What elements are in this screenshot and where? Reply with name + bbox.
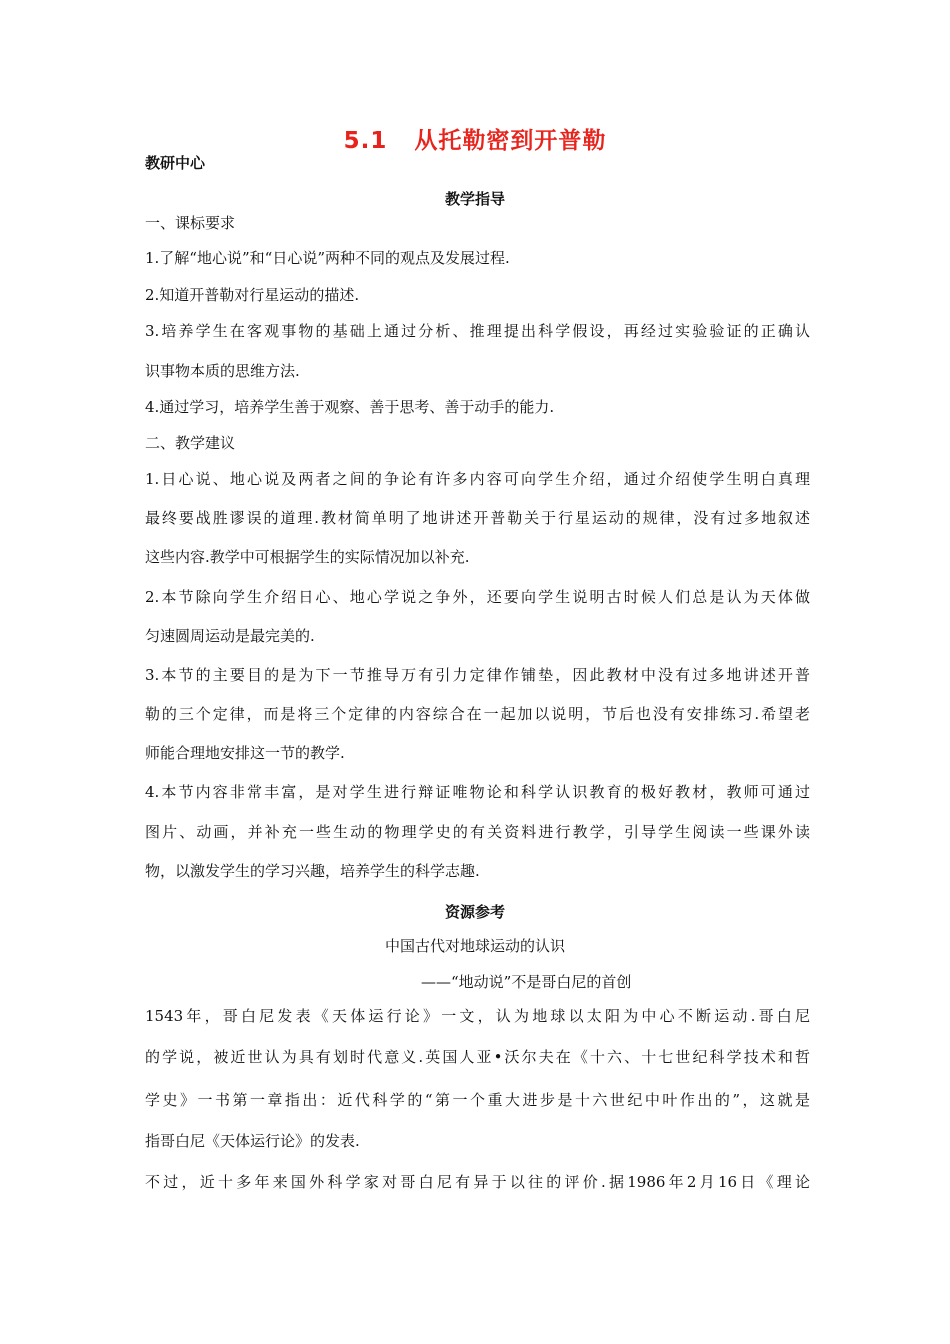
section-heading-resources: 资源参考 xyxy=(444,903,505,921)
article-line: 不过，近十多年来国外科学家对哥白尼有异于以往的评价.据1986年2月16日《理论 xyxy=(145,1173,810,1191)
part1-heading: 一、课标要求 xyxy=(145,214,236,232)
suggestion-line: 师能合理地安排这一节的教学. xyxy=(145,744,345,762)
suggestion-line: 物，以激发学生的学习兴趣，培养学生的科学志趣. xyxy=(145,862,480,880)
suggestion-line: 1.日心说、地心说及两者之间的争论有许多内容可向学生介绍，通过介绍使学生明白真理 xyxy=(145,470,810,488)
article-line: 指哥白尼《天体运行论》的发表. xyxy=(145,1132,360,1150)
section-heading-guide: 教学指导 xyxy=(444,190,505,208)
suggestion-line: 最终要战胜谬误的道理.教材简单明了地讲述开普勒关于行星运动的规律，没有过多地叙述 xyxy=(145,509,810,527)
article-title: 中国古代对地球运动的认识 xyxy=(384,937,565,955)
article-line: 学史》一书第一章指出：近代科学的“第一个重大进步是十六世纪中叶作出的”，这就是 xyxy=(145,1091,810,1109)
part2-heading: 二、教学建议 xyxy=(145,434,236,452)
suggestion-line: 3.本节的主要目的是为下一节推导万有引力定律作铺垫，因此教材中没有过多地讲述开普 xyxy=(145,666,810,684)
standard-line: 3.培养学生在客观事物的基础上通过分析、推理提出科学假设，再经过实验验证的正确认 xyxy=(145,322,810,340)
article-subtitle: ——“地动说”不是哥白尼的首创 xyxy=(421,973,632,991)
suggestion-line: 图片、动画，并补充一些生动的物理学史的有关资料进行教学，引导学生阅读一些课外读 xyxy=(145,823,810,841)
page-title: 5.1 从托勒密到开普勒 xyxy=(343,128,607,154)
suggestion-line: 匀速圆周运动是最完美的. xyxy=(145,627,315,645)
standard-line: 1.了解“地心说”和“日心说”两种不同的观点及发展过程. xyxy=(145,249,510,267)
suggestion-line: 勒的三个定律，而是将三个定律的内容综合在一起加以说明，节后也没有安排练习.希望老 xyxy=(145,705,810,723)
standard-line: 4.通过学习，培养学生善于观察、善于思考、善于动手的能力. xyxy=(145,398,555,416)
suggestion-line: 这些内容.教学中可根据学生的实际情况加以补充. xyxy=(145,548,470,566)
article-line: 1543年，哥白尼发表《天体运行论》一文，认为地球以太阳为中心不断运动.哥白尼 xyxy=(145,1007,810,1025)
standard-line: 识事物本质的思维方法. xyxy=(145,362,300,380)
standard-line: 2.知道开普勒对行星运动的描述. xyxy=(145,286,360,304)
author-label: 教研中心 xyxy=(145,154,206,172)
suggestion-line: 2.本节除向学生介绍日心、地心学说之争外，还要向学生说明古时候人们总是认为天体做 xyxy=(145,588,810,606)
suggestion-line: 4.本节内容非常丰富，是对学生进行辩证唯物论和科学认识教育的极好教材，教师可通过 xyxy=(145,783,810,801)
article-line: 的学说，被近世认为具有划时代意义.英国人亚•沃尔夫在《十六、十七世纪科学技术和哲 xyxy=(145,1048,810,1066)
